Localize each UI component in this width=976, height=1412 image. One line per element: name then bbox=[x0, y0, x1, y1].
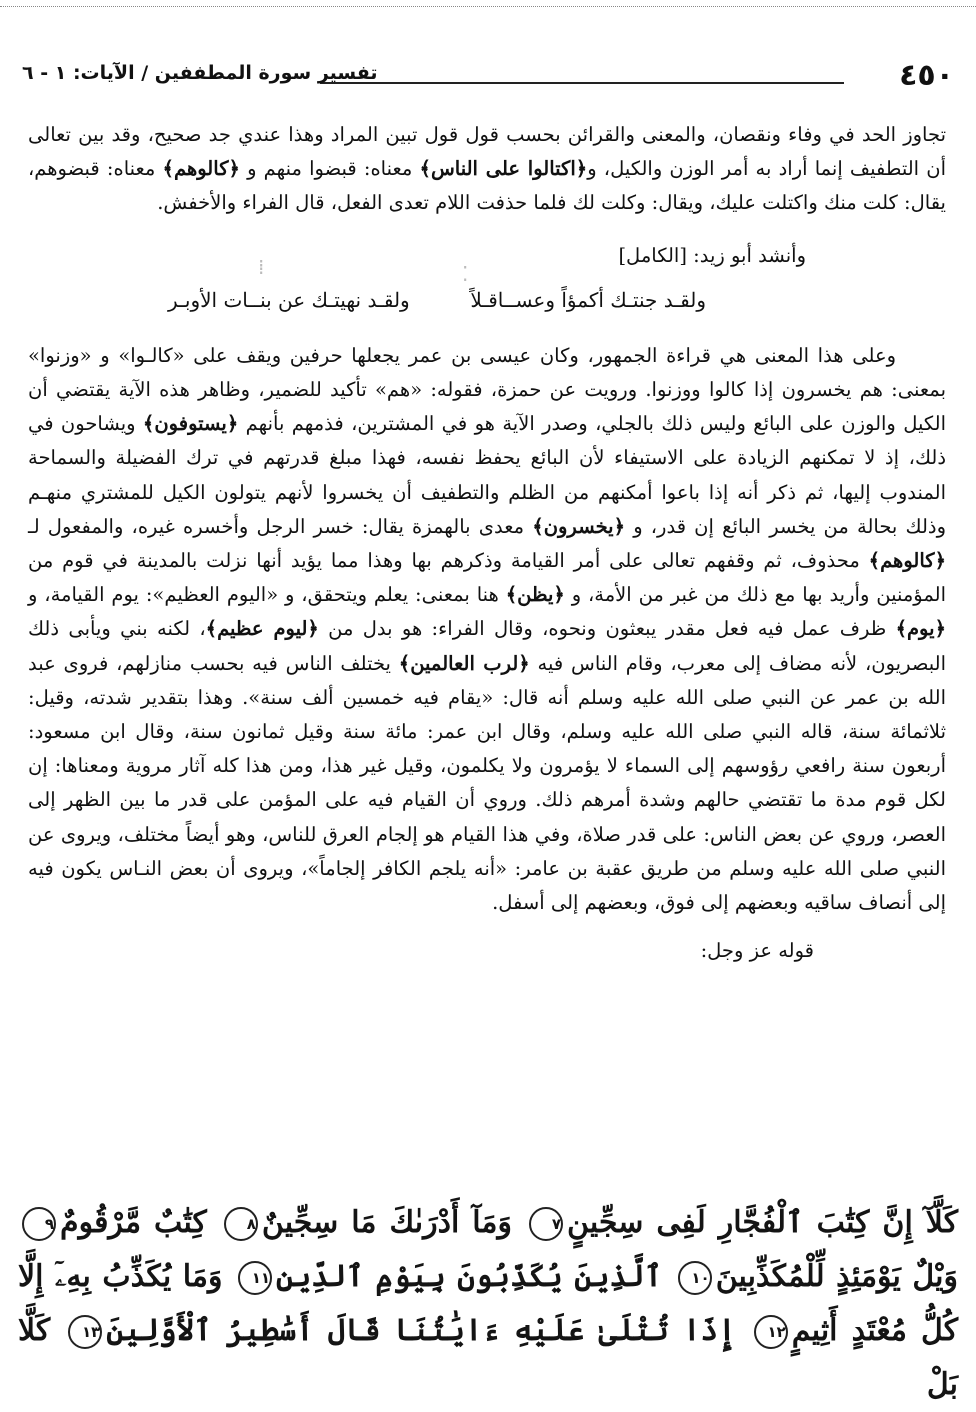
quran-quote: ﴿يستوفون﴾ bbox=[142, 412, 239, 436]
ayah-text: ٱلَّذِينَ يُكَذِّبُونَ بِيَوْمِ ٱلدِّينِ bbox=[276, 1259, 663, 1294]
ayah-text: وَيْلٌ يَوْمَئِذٍ لِّلْمُكَذِّبِينَ bbox=[715, 1259, 958, 1294]
text-run: تجاوز الحد في وفاء ونقصان، والمعنى والقرائن بحسب قول قول تبين المراد وهذا عندي جد صحيح، وقد بين تعالى أن التطفيف إنما أراد به أمر الوزن والكيل، و bbox=[28, 123, 946, 181]
quran-quote: ﴿لرب العالمين﴾ bbox=[398, 651, 530, 675]
text-run: هنا بمعنى: يعلم ويتحقق، و «اليوم العظيم»: يوم القيامة، و bbox=[28, 583, 506, 607]
ayah-number-marker: ٧ bbox=[529, 1207, 563, 1241]
ayah-text: كَلَّآ إِنَّ كِتَٰبَ ٱلْفُجَّارِ لَفِى سِجِّينٍ bbox=[567, 1205, 958, 1240]
quran-quote: ﴿يظن﴾ bbox=[505, 583, 565, 607]
page-number: ٤٥٠ bbox=[899, 58, 954, 93]
ayah-number-marker: ١١ bbox=[238, 1261, 272, 1295]
text-run: ظرف عمل فيه فعل مقدر يبعثون ونحوه، وقال الفراء: هو بدل من bbox=[318, 617, 896, 641]
quran-quote: ﴿كالوهم﴾ bbox=[162, 157, 240, 181]
commentary-body bbox=[28, 118, 946, 968]
text-run: معناه: قبضوا منهم و bbox=[239, 157, 420, 181]
scan-speck: ⁚ bbox=[462, 262, 469, 286]
text-run: يختلف الناس فيه بحسب منازلهم، فروى عبد الله بن عمر عن النبي صلى الله عليه وسلم أنه قال: «يقام فيه خمسين ألف سنة». وهذا بتقدير شدته، وقيل: ثلاثمائة سنة، قاله النبي صلى الله عليه وسلم، وقال ابن عمر: مائة سنة وقيل ثمانون سنة، وقال ابن مسعود: أربعون سنة رافعي رؤوسهم إلى السماء لا يؤمرون ولا يكلمون، وقيل غير هذا، ومن هذا كله آثار مروية ومعناها: إن لكل قوم مدة ما تقتضي حالهم وشدة أمرهم ذلك. وروي أن القيام فيه على المؤمن على قدر ما بين الظهر إلى العصر، وروي عن بعض الناس: على قدر صلاة، وفي هذا القيام هو إلجام العرق للناس، وهو أيضاً مختلف، ويروى عن النبي صلى الله عليه وسلم من طريق عقبة بن عامر: «أنه يلجم الكافر إلجاماً»، ويروى أن بعض النـاس يكون فيه إلى أنصاف ساقيه وبعضهم إلى فوق، وبعضهم إلى أسفل. bbox=[28, 651, 946, 915]
quran-quote: ﴿كالوهم﴾ bbox=[868, 549, 946, 573]
text-run: ، لكنه بني ويأبى ذلك البصريون، لأنه مضاف إلى معرب، وقام الناس فيه bbox=[28, 617, 946, 675]
ayah-text: كَلَّا بَلْ bbox=[18, 1313, 958, 1402]
poetry-verse bbox=[28, 283, 946, 323]
ayah-number-marker: ١٠ bbox=[678, 1261, 712, 1295]
ayah-number-marker: ١٣ bbox=[68, 1315, 102, 1349]
top-edge-dotted-line bbox=[0, 6, 976, 7]
quran-quote: ﴿يوم﴾ bbox=[895, 617, 946, 641]
header-rule bbox=[320, 82, 844, 84]
paragraph bbox=[28, 339, 946, 920]
running-title: تفسير سورة المطففين / الآيات: ١ - ٦ bbox=[22, 62, 378, 84]
text-run: وعلى هذا المعنى هي قراءة الجمهور، وكان عيسى بن عمر يجعلها حرفين ويقف على «كالـوا» و «وزنوا» بمعنى: هم يخسرون إذا كالوا ووزنوا. ورويت عن حمزة، فقوله: «هم» تأكيد للضمير، وظاهر هذه الآية يقتضي أن الكيل والوزن على البائع وليس ذلك بالجلي، وصدر الآية هو في المشترين، فذمهم بأنهم bbox=[28, 343, 947, 436]
verse-intro: قوله عز وجل: bbox=[700, 939, 814, 963]
quran-quote: ﴿ليوم عظيم﴾ bbox=[205, 617, 319, 641]
ayah-number-marker: ١٢ bbox=[754, 1315, 788, 1349]
ayah-text: وَمَا يُكَذِّبُ بِهِۦٓ إِلَّا كُلُّ مُعْتَدٍ أَثِيمٍ bbox=[18, 1259, 959, 1348]
text-run: ويشاحون في ذلك، إذ لا تمكنهم الزيادة على الاستيفاء لأن البائع يحفظ نفسه، فهذا مبلغ قدرتهم في ترك الفضيلة والسماحة المندوب إليها، ثم ذكر أنه إذا باعوا أمكنهم من الظلم والتطفيف أن يخسروا لأنهم يتولون الكيل للمشتري منهـم وذلك بحالة من يخسر البائع إن قدر، و bbox=[28, 412, 946, 538]
ayah-number-marker: ٩ bbox=[22, 1207, 56, 1241]
text-run: معناه: قبضوهم، يقال: كلت منك واكتلت عليك، ويقال: وكلت لك فلما حذفت اللام تعدى الفعل، قال الفراء والأخفش. bbox=[28, 157, 946, 215]
poet-attribution: وأنشد أبو زيد: [الكامل] bbox=[618, 243, 806, 267]
text-run: معدى بالهمزة يقال: خسر الرجل وأخسره غيره، والمفعول لـ bbox=[28, 514, 533, 538]
scan-speck: ⁞ bbox=[258, 255, 265, 279]
paragraph bbox=[28, 118, 946, 221]
verse-first-hemistich: ولقـد جنتـك أكمؤاً وعســاقـلاً bbox=[470, 287, 706, 312]
text-run: محذوف، ثم وقفهم تعالى على أمر القيامة وذكرهم بها وهذا مما يؤيد أنها نزلت بالمدينة في قوم من المؤمنين وأريد بها مع ذلك من غبر من الأمة، و bbox=[28, 549, 946, 607]
quran-verses bbox=[18, 1196, 958, 1412]
verse-second-hemistich: ولقـد نهيتـك عن بنــات الأوبـر bbox=[168, 287, 410, 312]
ayah-number-marker: ٨ bbox=[224, 1207, 258, 1241]
ayah-text: إِذَا تُتْلَىٰ عَلَيْهِ ءَايَٰتُنَا قَالَ أَسَٰطِيرُ ٱلْأَوَّلِينَ bbox=[106, 1313, 736, 1348]
ayah-text: وَمَآ أَدْرَىٰكَ مَا سِجِّينٌ bbox=[261, 1205, 512, 1240]
quran-quote: ﴿يخسرون﴾ bbox=[532, 514, 626, 538]
quran-quote: ﴿اكتالوا على الناس﴾ bbox=[419, 157, 588, 181]
page-header bbox=[22, 52, 954, 92]
ayah-text: كِتَٰبٌ مَّرْقُومٌ bbox=[60, 1205, 207, 1240]
